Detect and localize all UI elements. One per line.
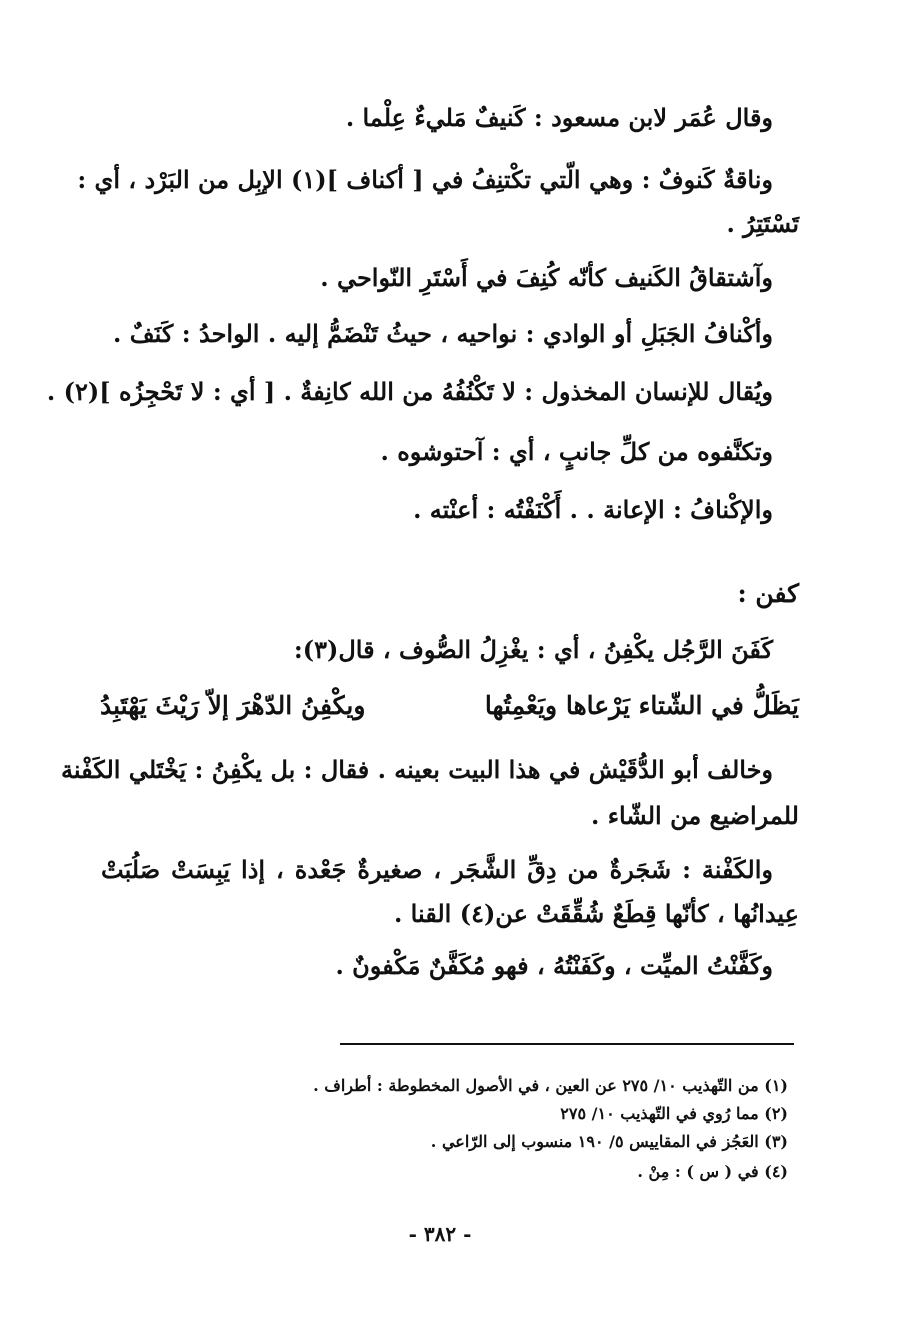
footnote: (٤) في ( س ) : مِنْ . xyxy=(637,1162,788,1181)
page-number: - ٣٨٢ - xyxy=(408,1222,472,1246)
text-line: والكَفْنة : شَجَرةٌ من دِقِّ الشَّجَر ، صغيرةٌ جَعْدة ، إذا يَبِسَتْ صَلُبَتْ xyxy=(101,855,773,884)
text-line: ويُقال للإنسان المخذول : لا تَكْنُفُهُ من الله كانِفةٌ . [ أي : لا تَحْجِزُه ](٢) . xyxy=(46,377,773,406)
footnote: (١) من التّهذيب ١٠/ ٢٧٥ عن العين ، في الأصول المخطوطة : أطراف . xyxy=(313,1076,788,1095)
text-line: وآشتقاقُ الكَنيف كأنّه كُنِفَ في أَسْتَرِ النّواحي . xyxy=(320,263,773,292)
verse-left-hemistich: ويكْفِنُ الدّهْرَ إلاّ رَيْثَ يَهْتَبِدُ xyxy=(100,691,366,720)
text-line: للمراضيع من الشّاء . xyxy=(591,801,799,830)
text-line: تَسْتَتِرُ . xyxy=(726,209,799,238)
text-line: وتكنَّفوه من كلِّ جانبٍ ، أي : آحتوشوه . xyxy=(380,437,773,466)
text-line: وناقةٌ كَنوفٌ : وهي الّتي تكْتنِفُ في [ أكناف ](١) الإبِل من البَرْد ، أي : xyxy=(77,165,773,194)
text-line: وكَفَّنْتُ الميِّت ، وكَفَنْتُهُ ، فهو مُكَفَّنٌ مَكْفونٌ . xyxy=(335,951,773,980)
footnote-separator xyxy=(340,1043,794,1045)
footnote: (٢) مما رُوي في التّهذيب ١٠/ ٢٧٥ xyxy=(560,1104,788,1123)
text-line: وخالف أبو الدُّقَيْش في هذا البيت بعينه . فقال : بل يكْفِنُ : يَخْتَلي الكَفْنة xyxy=(60,755,773,784)
entry-heading: كفن : xyxy=(737,579,799,608)
verse-right-hemistich: يَظَلُّ في الشّتاء يَرْعاها ويَعْمِتُها xyxy=(484,691,799,720)
text-line: كَفَنَ الرَّجُل يكْفِنُ ، أي : يغْزِلُ الصُّوف ، قال(٣): xyxy=(293,635,773,664)
text-line: وأكْنافُ الجَبَلِ أو الوادي : نواحيه ، حيثُ تَنْضَمُّ إليه . الواحدُ : كَنَفٌ . xyxy=(113,319,773,348)
footnote: (٣) العَجُز في المقاييس ٥/ ١٩٠ منسوب إلى الرّاعي . xyxy=(430,1132,788,1151)
text-line: والإكْنافُ : الإعانة . . أَكْنَفْتُه : أعنْته . xyxy=(413,495,773,524)
text-line: وقال عُمَر لابن مسعود : كَنيفٌ مَليءٌ عِلْما . xyxy=(345,103,773,132)
text-line: عِيدانُها ، كأنّها قِطَعٌ شُقِّقَتْ عن(٤) القنا . xyxy=(393,899,799,928)
